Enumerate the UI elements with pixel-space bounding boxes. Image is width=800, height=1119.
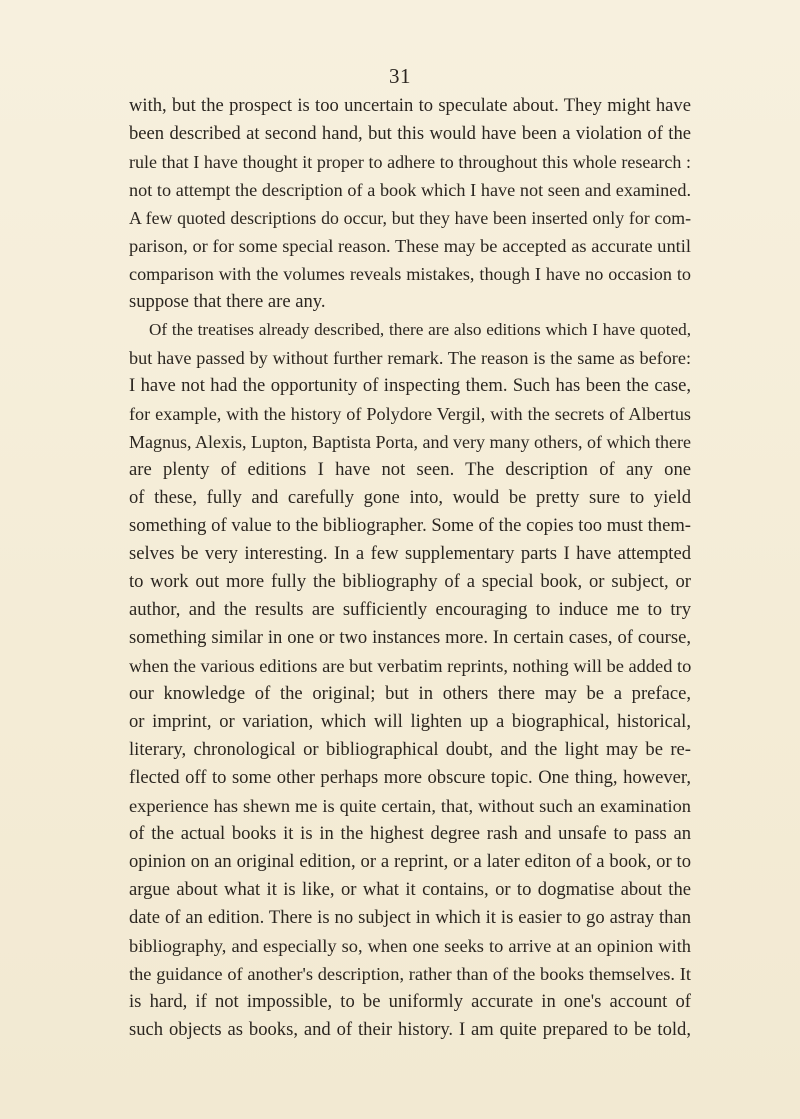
text-line: opinion on an original edition, or a reprint, or a later editon of a book, or to — [129, 851, 691, 872]
text-line: date of an edition. There is no subject in which it is easier to go astray than — [129, 907, 691, 928]
text-line: such objects as books, and of their history. I am quite prepared to be told, — [129, 1019, 691, 1040]
text-line: parison, or for some special reason. These may be accepted as accurate until — [129, 236, 691, 256]
text-line: author, and the results are sufficiently encouraging to induce me to try — [129, 599, 691, 620]
text-line: with, but the prospect is too uncertain to speculate about. They might have — [129, 95, 691, 116]
paragraph-1 — [129, 92, 691, 316]
text-line: A few quoted descriptions do occur, but they have been inserted only for com- — [129, 208, 691, 228]
text-line: been described at second hand, but this would have been a violation of the — [129, 123, 691, 144]
text-line: or imprint, or variation, which will lighten up a biographical, historical, — [129, 711, 691, 732]
text-line: Of the treatises already described, there are also editions which I have quoted, — [149, 320, 691, 339]
text-line: are plenty of editions I have not seen. The description of any one — [129, 459, 691, 480]
text-line: of the actual books it is in the highest degree rash and unsafe to pass an — [129, 823, 691, 844]
text-line: but have passed by without further remark. The reason is the same as before: — [129, 348, 691, 368]
text-line: something of value to the bibliographer. Some of the copies too must them- — [129, 515, 691, 536]
text-line: of these, fully and carefully gone into, would be pretty sure to yield — [129, 487, 691, 508]
text-line: the guidance of another's description, rather than of the books themselves. It — [129, 964, 691, 984]
text-line: when the various editions are but verbatim reprints, nothing will be added to — [129, 656, 692, 676]
text-line: bibliography, and especially so, when one seeks to arrive at an opinion with — [129, 936, 691, 956]
text-line: rule that I have thought it proper to adhere to throughout this whole research : — [129, 152, 691, 172]
text-line: suppose that there are any. — [129, 291, 326, 312]
paragraph-2 — [129, 316, 691, 1044]
text-line: experience has shewn me is quite certain, that, without such an examination — [129, 796, 691, 816]
text-line: not to attempt the description of a book which I have not seen and examined. — [129, 180, 691, 200]
text-line: for example, with the history of Polydore Vergil, with the secrets of Albertus — [129, 404, 691, 424]
text-line: to work out more fully the bibliography of a special book, or subject, or — [129, 571, 691, 592]
text-line: Magnus, Alexis, Lupton, Baptista Porta, and very many others, of which there — [129, 432, 691, 452]
text-line: something similar in one or two instances more. In certain cases, of course, — [129, 627, 691, 648]
page-number: 31 — [389, 64, 411, 88]
text-line: is hard, if not impossible, to be uniformly accurate in one's account of — [129, 991, 691, 1012]
text-line: selves be very interesting. In a few supplementary parts I have attempted — [129, 543, 691, 564]
text-line: I have not had the opportunity of inspecting them. Such has been the case, — [129, 375, 691, 396]
text-line: comparison with the volumes reveals mistakes, though I have no occasion to — [129, 264, 691, 284]
text-line: our knowledge of the original; but in others there may be a preface, — [129, 683, 691, 704]
text-line: flected off to some other perhaps more obscure topic. One thing, however, — [129, 767, 691, 788]
body-text — [129, 92, 691, 1044]
text-line: literary, chronological or bibliographical doubt, and the light may be re- — [129, 739, 691, 760]
text-line: argue about what it is like, or what it contains, or to dogmatise about the — [129, 879, 691, 900]
